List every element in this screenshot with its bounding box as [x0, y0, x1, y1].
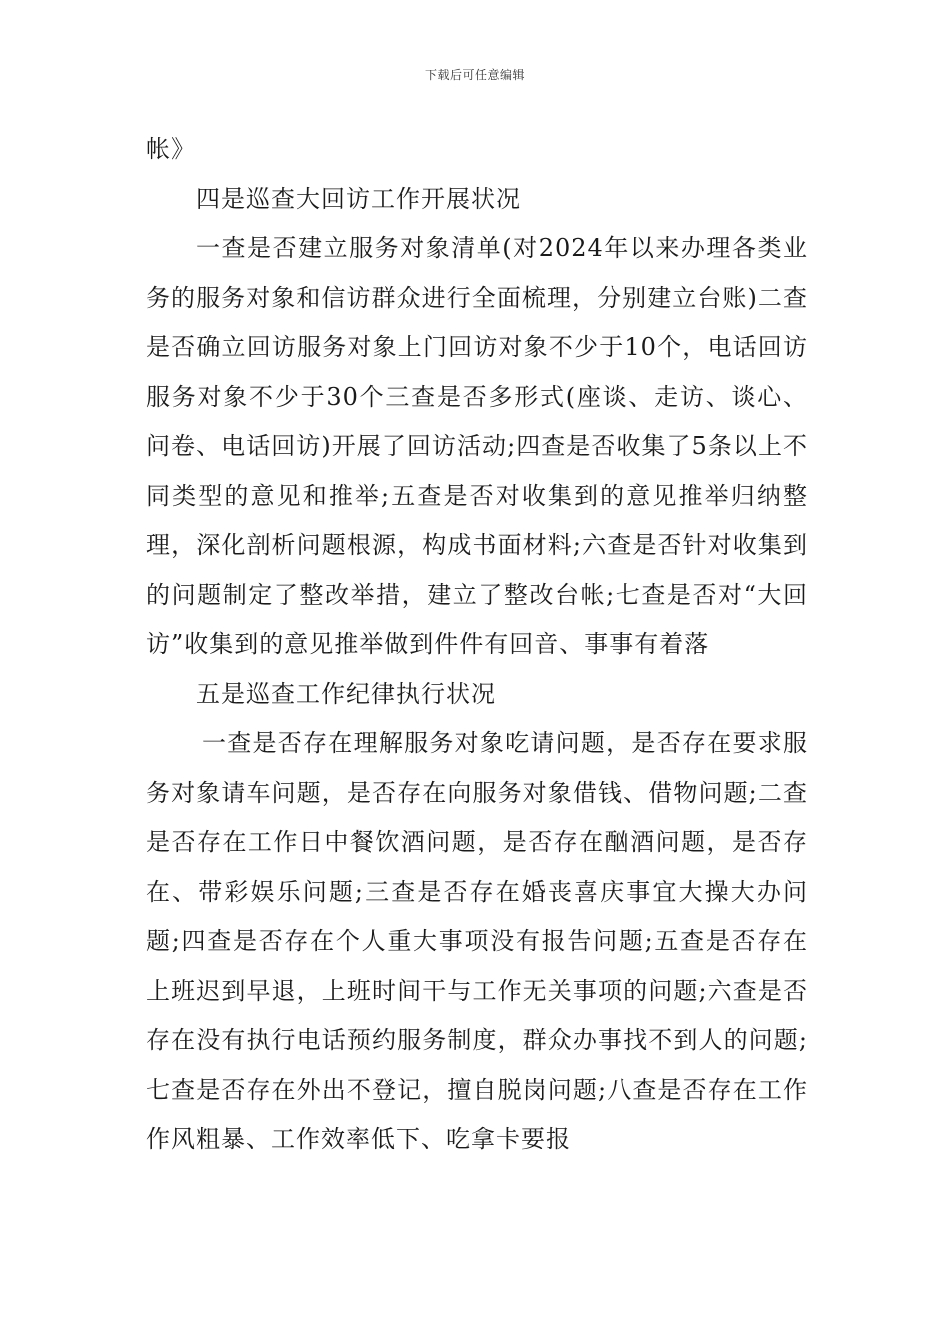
header-note: 下载后可任意编辑 [424, 68, 525, 82]
paragraph-continuation: 帐》 [146, 135, 196, 163]
paragraph-discipline-checks: 一查是否存在理解服务对象吃请问题，是否存在要求服务对象请车问题，是否存在向服务对象借钱、借物问题;二查是否存在工作日中餐饮酒问题，是否存在酗酒问题，是否存在、带彩娱乐问题;三查是否存在婚丧喜庆事宜大操大办问题;四查是否存在个人重大事项没有报告问题;五查是否存在上班迟到早退，上班时间干与工作无关事项的问题;六查是否存在没有执行电话预约服务制度，群众办事找不到人的问题;七查是否存在外出不登记，擅自脱岗问题;八查是否存在工作作风粗暴、工作效率低下、吃拿卡要报 [146, 729, 808, 1153]
section-heading-five: 五是巡查工作纪律执行状况 [196, 679, 496, 708]
paragraph-revisit-checks: 一查是否建立服务对象清单(对2024年以来办理各类业务的服务对象和信访群众进行全面梳理，分别建立台账)二查是否确立回访服务对象上门回访对象不少于10个，电话回访服务对象不少于30个三查是否多形式(座谈、走访、谈心、问卷、电话回访)开展了回访活动;四查是否收集了5条以上不同类型的意见和推举;五查是否对收集到的意见推举归纳整理，深化剖析问题根源，构成书面材料;六查是否针对收集到的问题制定了整改举措，建立了整改台帐;七查是否对“大回访”收集到的意见推举做到件件有回音、事事有着落 [146, 234, 808, 658]
section-heading-four: 四是巡查大回访工作开展状况 [196, 184, 521, 213]
document-body [146, 125, 808, 1165]
